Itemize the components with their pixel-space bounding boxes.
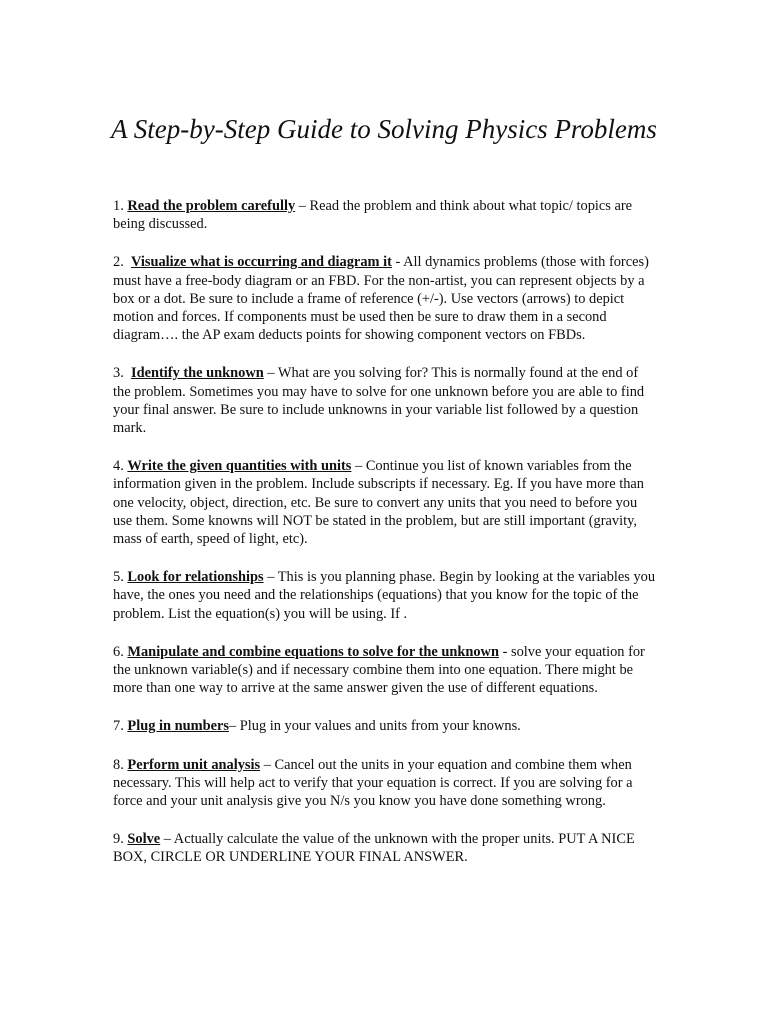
step-separator: - — [391, 254, 404, 271]
step-heading: Visualize what is occurring and diagram it — [131, 254, 392, 271]
step-number: 2. — [113, 254, 124, 271]
step-heading: Write the given quantities with units — [127, 458, 352, 475]
step-separator: – — [260, 756, 275, 773]
step-9 — [113, 830, 658, 866]
step-heading: Identify the unknown — [131, 365, 264, 382]
step-number: 1. — [113, 198, 124, 214]
step-body: Continue you list of known variables from the information given in the problem. Include subscripts if necessary. Eg. If you have more than one velocity, object, direction, etc. Be sure to convert any units that you need to before you use them. Some knowns will NOT be stated in the problem, but are still important (gravity, mass of earth, speed of light, etc). — [113, 458, 644, 548]
step-3 — [113, 364, 658, 437]
step-body: Read the problem and think about what topic/ topics are being discussed. — [113, 198, 633, 233]
steps-list — [113, 197, 658, 867]
step-separator: – — [263, 365, 278, 382]
step-number: 5. — [113, 569, 124, 586]
step-4 — [113, 457, 658, 548]
step-6 — [113, 643, 658, 698]
step-number: 7. — [113, 718, 124, 735]
step-number: 3. — [113, 365, 124, 382]
step-separator: – — [160, 831, 174, 848]
step-7 — [113, 717, 658, 735]
step-heading: Perform unit analysis — [127, 756, 261, 773]
step-body: What are you solving for? This is normally found at the end of the problem. Sometimes you may have to solve for one unknown before you are able to find your final answer. Be sure to include unknowns in your variable list followed by a question mark. — [113, 365, 645, 437]
step-body: solve your equation for the unknown variable(s) and if necessary combine them into one equation. There might be more than one way to arrive at the same answer given the use of different equations. — [113, 643, 645, 697]
step-body: All dynamics problems (those with forces) must have a free-body diagram or an FBD. For the non-artist, you can represent objects by a box or a dot. Be sure to include a frame of reference (+/-). Use vectors (arrows) to depict motion and forces. If components must be used then be sure to draw them in a second diagram…. the AP exam deducts points for showing component vectors on FBDs. — [113, 254, 649, 344]
step-heading: Read the problem carefully — [127, 198, 296, 214]
step-separator: – — [263, 569, 278, 586]
step-separator: - — [498, 643, 511, 660]
step-body: Cancel out the units in your equation and combine them when necessary. This will help act to verify that your equation is correct. If you are solving for a force and your unit analysis give you N/s you know you have done something wrong. — [113, 756, 633, 810]
step-body: Actually calculate the value of the unknown with the proper units. PUT A NICE BOX, CIRCLE OR UNDERLINE YOUR FINAL ANSWER. — [113, 831, 635, 866]
step-heading: Solve — [127, 831, 161, 848]
step-separator: – — [228, 718, 240, 735]
step-number: 6. — [113, 643, 124, 660]
step-separator: – — [295, 198, 310, 214]
step-number: 9. — [113, 831, 124, 848]
step-body: This is you planning phase. Begin by looking at the variables you have, the ones you need and the relationships (equations) that you know for the topic of the problem. List the equation(s) you will be using. If . — [113, 569, 656, 622]
step-5 — [113, 568, 658, 623]
step-separator: – — [351, 458, 366, 475]
step-heading: Look for relationships — [127, 569, 264, 586]
step-1 — [113, 197, 658, 233]
step-body: Plug in your values and units from your knowns. — [239, 718, 521, 735]
step-heading: Manipulate and combine equations to solve for the unknown — [127, 643, 499, 660]
step-heading: Plug in numbers — [127, 718, 229, 735]
step-number: 8. — [113, 756, 124, 773]
document-title: A Step-by-Step Guide to Solving Physics Problems — [111, 114, 657, 144]
step-number: 4. — [113, 458, 124, 475]
step-8 — [113, 756, 658, 811]
step-2 — [113, 253, 658, 344]
